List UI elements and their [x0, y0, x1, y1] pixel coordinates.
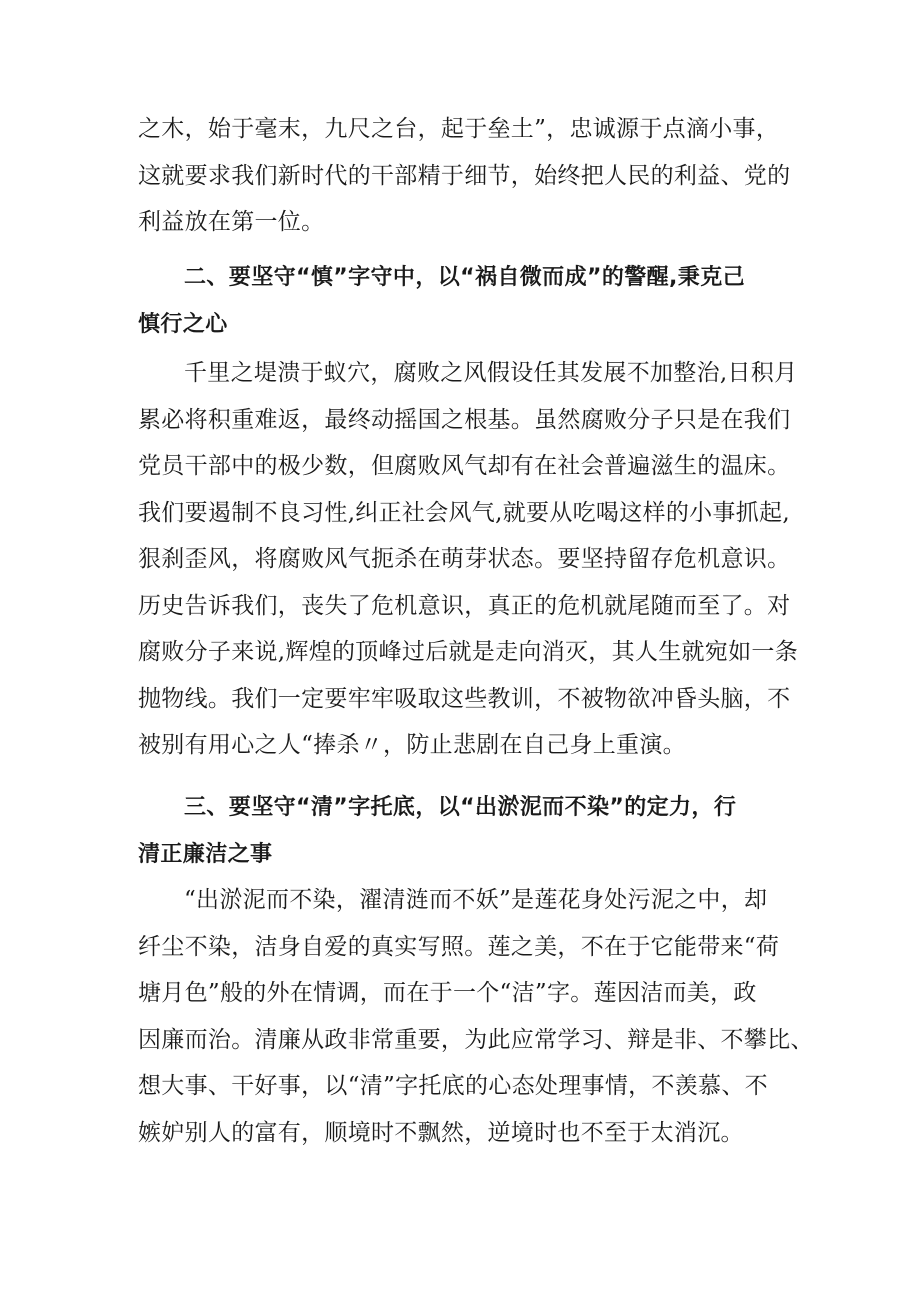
text-line: 之木，始于毫末，九尺之台，起于垒土”，忠诚源于点滴小事，: [138, 116, 780, 142]
paragraph-body: [138, 877, 814, 1156]
text-line: 历史告诉我们，丧失了危机意识，真正的危机就尾随而至了。对: [138, 592, 791, 619]
paragraph-body: [138, 350, 798, 769]
section-heading: [138, 255, 798, 348]
section-heading: [138, 785, 798, 878]
paragraph-body: [138, 106, 798, 246]
text-line: 累必将积重难返，最终动摇国之根基。虽然腐败分子只是在我们: [138, 406, 791, 433]
text-line: 这就要求我们新时代的干部精于细节，始终把人民的利益、党的: [138, 162, 791, 189]
text-line: 嫉妒别人的富有，顺境时不飘然，逆境时也不至于太消沉。: [138, 1119, 744, 1146]
text-line: 纤尘不染，洁身自爱的真实写照。莲之美，不在于它能带来“荷: [138, 933, 780, 960]
text-line: 因廉而治。清廉从政非常重要，为此应常学习、辩是非、不攀比、: [138, 1026, 814, 1053]
text-line: 利益放在第一位。: [138, 209, 325, 235]
text-line: 狠刹歪风，将腐败风气扼杀在萌芽状态。要坚持留存危机意识。: [138, 546, 791, 572]
text-line: 我们要遏制不良习性,纠正社会风气,就要从吃喝这样的小事抓起,: [138, 499, 790, 526]
text-line: 被别有用心之人“捧杀〃，防止悲剧在自己身上重演。: [138, 732, 686, 758]
heading-line: 清正廉洁之事: [138, 841, 273, 867]
text-line: 想大事、干好事，以“清”字托底的心态处理事情，不羡慕、不: [138, 1073, 768, 1099]
text-line: 塘月色”般的外在情调，而在于一个“洁”字。莲因洁而美，政: [138, 980, 757, 1006]
text-line: 抛物线。我们一定要牢牢吸取这些教训，不被物欲冲昏头脑，不: [138, 685, 791, 712]
text-line: 千里之堤溃于蚁穴，腐败之风假设任其发展不加整治,日积月: [184, 360, 798, 386]
heading-line: 三、要坚守“清”字托底，以“出淤泥而不染”的定力，行: [184, 795, 737, 820]
text-line: 腐败分子来说,辉煌的顶峰过后就是走向消灭，其人生就宛如一条: [138, 639, 799, 665]
text-line: “出淤泥而不染，濯清涟而不妖”是莲花身处污泥之中，却: [184, 887, 768, 913]
text-line: 党员干部中的极少数，但腐败风气却有在社会普遍滋生的温床。: [138, 453, 791, 479]
heading-line: 二、要坚守“慎”字守中，以“祸自微而成”的警醒,秉克己: [184, 265, 745, 290]
heading-line: 慎行之心: [138, 311, 228, 337]
